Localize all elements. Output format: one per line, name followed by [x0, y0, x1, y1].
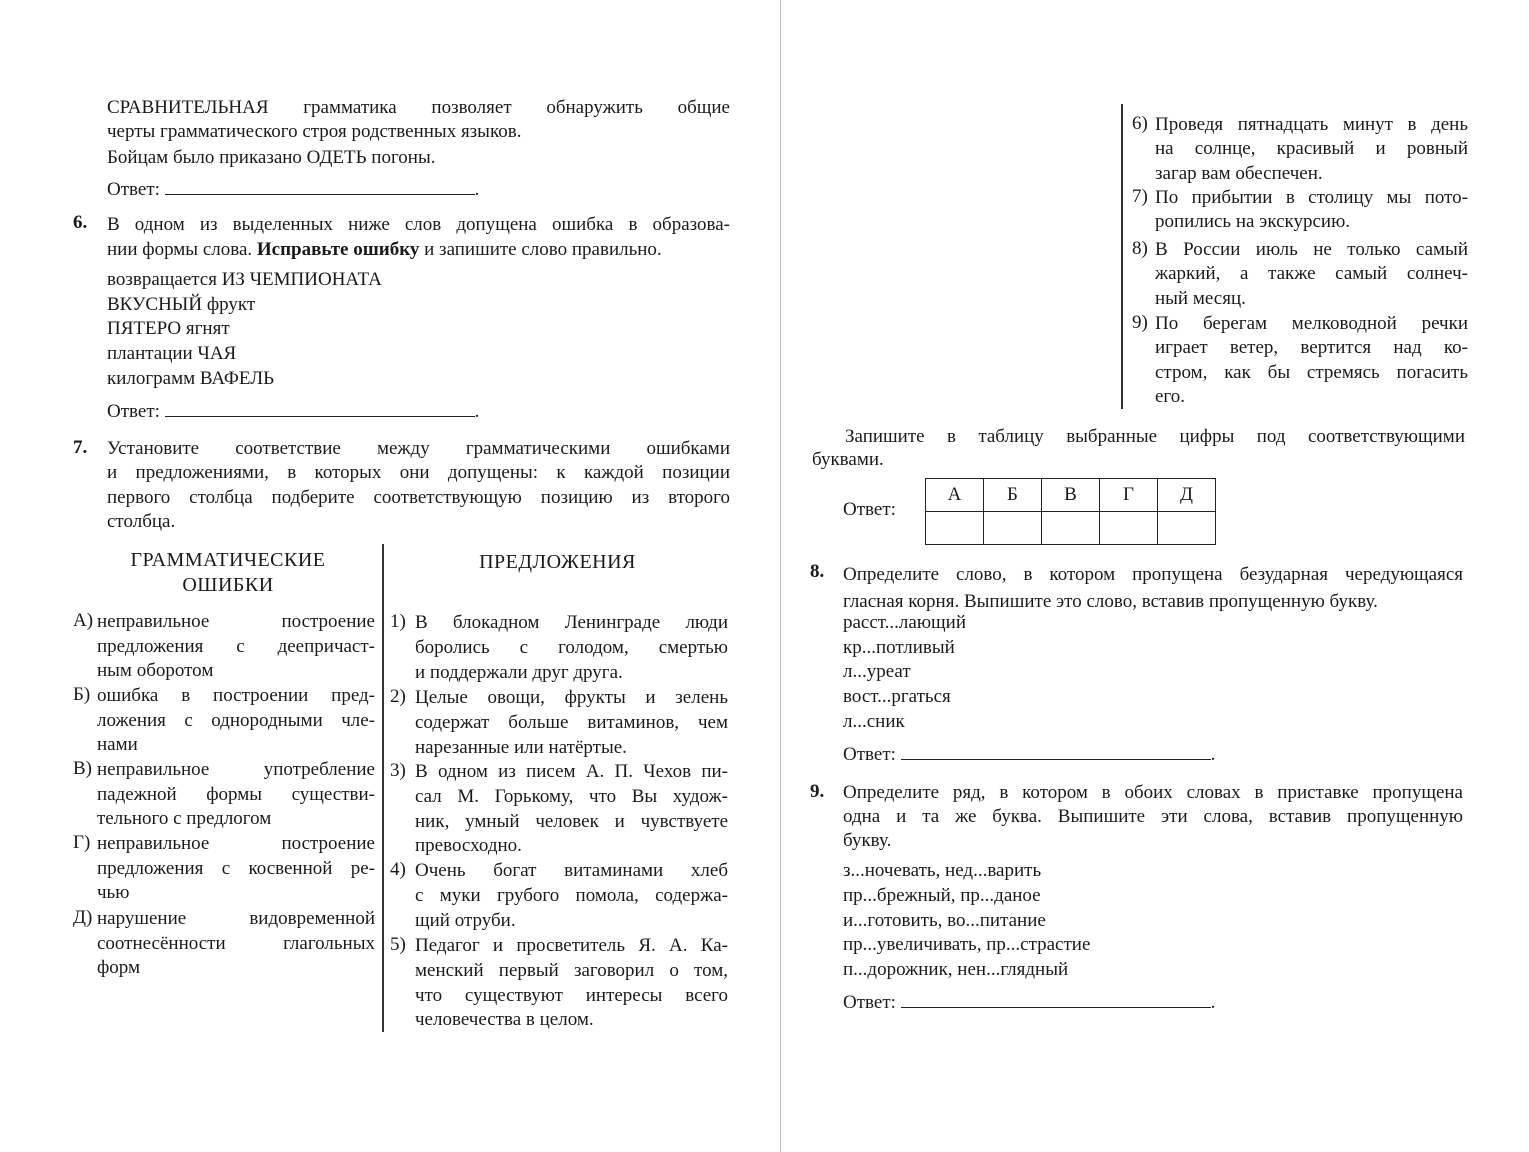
table-header-cell: А — [926, 479, 984, 512]
text-line: жаркий, а также самый солнеч- — [1155, 263, 1468, 285]
text-line: В России июль не только самый — [1155, 239, 1468, 260]
intro-text — [107, 96, 730, 144]
text-line: неправильное употребление — [97, 759, 375, 780]
item-label: В) — [73, 758, 92, 779]
item-label: 3) — [390, 760, 406, 781]
table-input-cell[interactable] — [926, 512, 984, 545]
answer-label: Ответ: — [843, 992, 901, 1013]
table-input-cell[interactable] — [1042, 512, 1100, 545]
text-line: содержат больше витаминов, чем — [415, 711, 728, 733]
q9-answer — [843, 989, 1215, 1014]
answer-label: Ответ: — [107, 401, 165, 422]
error-item — [97, 610, 375, 684]
text-line: столбца. — [107, 510, 176, 532]
text-line: Очень богат витаминами хлеб — [415, 860, 728, 881]
answer-period: . — [1210, 992, 1216, 1013]
sentence-item — [1155, 238, 1468, 311]
q9-word-list — [843, 859, 1463, 983]
question-number: 8. — [810, 561, 825, 582]
text-line: Бойцам было приказано ОДЕТЬ погоны. — [107, 147, 436, 168]
text-line: ошибка в построении пред- — [97, 685, 375, 706]
text-line: что существуют интересы всего — [415, 984, 728, 1006]
item-label: 8) — [1132, 238, 1148, 259]
text-line: В одном из писем А. П. Чехов пи- — [415, 761, 728, 782]
q8-word-list — [843, 611, 1463, 734]
error-item — [97, 907, 375, 981]
text-line: вост...ргаться — [843, 686, 951, 708]
text-line: Проведя пятнадцать минут в день — [1155, 114, 1468, 135]
text-line: Запишите в таблицу выбранные цифры под соответствующими — [845, 426, 1465, 447]
q6-text — [107, 212, 730, 262]
text-line: стром, как бы стремясь погасить — [1155, 361, 1468, 383]
sentence-item — [1155, 113, 1468, 186]
q9-text — [843, 781, 1463, 854]
text-line: предложения с деепричаст- — [97, 635, 375, 657]
text-line: Целые овощи, фрукты и зелень — [415, 687, 728, 708]
question-number: 6. — [73, 212, 88, 233]
item-label: 6) — [1132, 113, 1148, 134]
text-line: гласная корня. Выпишите это слово, вставив пропущенную букву. — [843, 591, 1378, 612]
column-separator — [1121, 104, 1123, 409]
text-line: Определите слово, в котором пропущена безударная чередующаяся — [843, 564, 1463, 585]
item-label: 4) — [390, 859, 406, 880]
text-line: По прибытии в столицу мы пото- — [1155, 187, 1468, 208]
text-line: кр...потливый — [843, 636, 955, 658]
item-label: 1) — [390, 611, 406, 632]
text-line: пр...увеличивать, пр...страстие — [843, 934, 1091, 956]
text-line: возвращается ИЗ ЧЕМПИОНАТА — [107, 269, 382, 290]
sentences-column-header: ПРЕДЛОЖЕНИЯ — [479, 551, 636, 573]
text-line: человечества в целом. — [415, 1009, 594, 1031]
item-label: Г) — [73, 832, 91, 853]
text-line: форм — [97, 957, 141, 978]
item-label: 7) — [1132, 186, 1148, 207]
header-line: ГРАММАТИЧЕСКИЕ — [130, 549, 326, 571]
error-item — [97, 684, 375, 758]
table-input-cell[interactable] — [1158, 512, 1216, 545]
text-line: боролись с голодом, смертью — [415, 636, 728, 658]
sentence-item — [415, 686, 728, 760]
text-line: СРАВНИТЕЛЬНАЯ грамматика позволяет обнаружить общие — [107, 97, 730, 118]
text-line: менский первый заговорил о том, — [415, 959, 728, 981]
sentence-item — [415, 934, 728, 1033]
text-line: с муки грубого помола, содержа- — [415, 884, 728, 906]
item-label: 2) — [390, 686, 406, 707]
text-line: чью — [97, 882, 130, 903]
sentence-item — [415, 859, 728, 933]
input-row — [926, 512, 1216, 545]
text-line: з...ночевать, нед...варить — [843, 860, 1042, 881]
text-line: килограмм ВАФЕЛЬ — [107, 367, 275, 389]
text-line: ропились на экскурсию. — [1155, 211, 1351, 233]
text-line: одна и та же буква. Выпишите эти слова, вставив пропущенную — [843, 806, 1463, 828]
answer-label: Ответ: — [843, 499, 896, 520]
text-line: По берегам мелководной речки — [1155, 313, 1468, 334]
text-line: соотнесённости глагольных — [97, 932, 375, 954]
question-number: 7. — [73, 437, 88, 458]
item-label: 5) — [390, 934, 406, 955]
errors-column-header — [73, 548, 383, 598]
text-line: и предложениями, в которых они допущены: к каждой позиции — [107, 462, 730, 484]
text-line: В одном из выделенных ниже слов допущена ошибка в образова- — [107, 214, 730, 235]
text-line: ным оборотом — [97, 660, 214, 681]
question-number: 9. — [810, 781, 825, 802]
answer-table — [925, 478, 1216, 545]
answer-label: Ответ: — [107, 179, 165, 200]
text-line: ложения с однородными чле- — [97, 709, 375, 731]
answer-input[interactable] — [901, 741, 1211, 760]
text-line: превосходно. — [415, 835, 522, 857]
error-item — [97, 758, 375, 832]
text-line: Установите соответствие между грамматическими ошибками — [107, 438, 730, 459]
text-line: и поддержали друг друга. — [415, 661, 623, 683]
item-label: А) — [73, 610, 94, 631]
text-line: ПЯТЕРО ягнят — [107, 318, 230, 340]
column-separator — [382, 544, 384, 1032]
page-divider — [780, 0, 781, 1152]
text-line: нами — [97, 734, 138, 755]
text-line: неправильное построение — [97, 833, 375, 854]
text-line: играет ветер, вертится над ко- — [1155, 337, 1468, 359]
intro-sentence — [107, 146, 730, 171]
table-header-cell: Д — [1158, 479, 1216, 512]
text-line: Определите ряд, в котором в обоих словах в приставке пропущена — [843, 782, 1463, 803]
header-row — [926, 479, 1216, 512]
text-line: черты грамматического строя родственных языков. — [107, 121, 522, 142]
bold-phrase: Исправьте ошибку — [256, 239, 420, 260]
item-label: Д) — [73, 907, 93, 928]
text-line: л...уреат — [843, 661, 911, 683]
text-line: л...сник — [843, 710, 905, 732]
text-line: нарушение видовременной — [97, 908, 375, 929]
sentence-item — [415, 611, 728, 685]
text-line: нии формы слова. Исправьте ошибку и запишите слово правильно. — [107, 239, 662, 260]
table-header-cell: Б — [984, 479, 1042, 512]
text-line: тельного с предлогом — [97, 808, 272, 829]
answer-label: Ответ: — [843, 744, 901, 765]
answer-period: . — [474, 179, 480, 200]
q6-word-list — [107, 268, 730, 391]
text-line: п...дорожник, нен...глядный — [843, 959, 1069, 981]
table-header-cell: Г — [1100, 479, 1158, 512]
text-line: загар вам обеспечен. — [1155, 162, 1323, 184]
intro-answer — [107, 176, 479, 201]
answer-period: . — [1210, 744, 1216, 765]
text-line: щий отруби. — [415, 909, 516, 931]
text-line: сал М. Горькому, что Вы худож- — [415, 785, 728, 807]
q7-text — [107, 437, 730, 534]
error-item — [97, 832, 375, 906]
text-line: Педагог и просветитель Я. А. Ка- — [415, 935, 728, 956]
text-line: расст...лающий — [843, 612, 966, 633]
text-line: букву. — [843, 830, 892, 852]
text-line: его. — [1155, 385, 1186, 407]
text-line: ный месяц. — [1155, 287, 1246, 309]
text-line: нарезанные или натёртые. — [415, 736, 627, 758]
table-instruction — [812, 426, 1465, 471]
item-label: 9) — [1132, 312, 1148, 333]
answer-input[interactable] — [165, 398, 475, 417]
text-line: плантации ЧАЯ — [107, 343, 237, 365]
text-line: ник, умный человек и чувствуете — [415, 810, 728, 832]
table-input-cell[interactable] — [1100, 512, 1158, 545]
sentence-item — [415, 760, 728, 859]
item-label: Б) — [73, 684, 91, 705]
text-line: падежной формы существи- — [97, 783, 375, 805]
text-line: ВКУСНЫЙ фрукт — [107, 293, 256, 315]
text-line: В блокадном Ленинграде люди — [415, 612, 728, 633]
sentence-item — [1155, 312, 1468, 409]
answer-input[interactable] — [165, 176, 475, 195]
q8-answer — [843, 741, 1215, 766]
text-line: и...готовить, во...питание — [843, 909, 1046, 931]
text-line: пр...брежный, пр...даное — [843, 884, 1041, 906]
table-header-cell: В — [1042, 479, 1100, 512]
header-line: ОШИБКИ — [182, 574, 274, 596]
text-line: неправильное построение — [97, 611, 375, 632]
text-line: на солнце, красивый и ровный — [1155, 138, 1468, 160]
text-line: первого столбца подберите соответствующую позицию из второго — [107, 486, 730, 508]
text-line: буквами. — [812, 448, 884, 470]
answer-input[interactable] — [901, 989, 1211, 1008]
q6-answer — [107, 398, 479, 423]
sentence-item — [1155, 186, 1468, 235]
table-input-cell[interactable] — [984, 512, 1042, 545]
q8-text — [843, 561, 1463, 615]
text-line: предложения с косвенной ре- — [97, 857, 375, 879]
answer-period: . — [474, 401, 480, 422]
